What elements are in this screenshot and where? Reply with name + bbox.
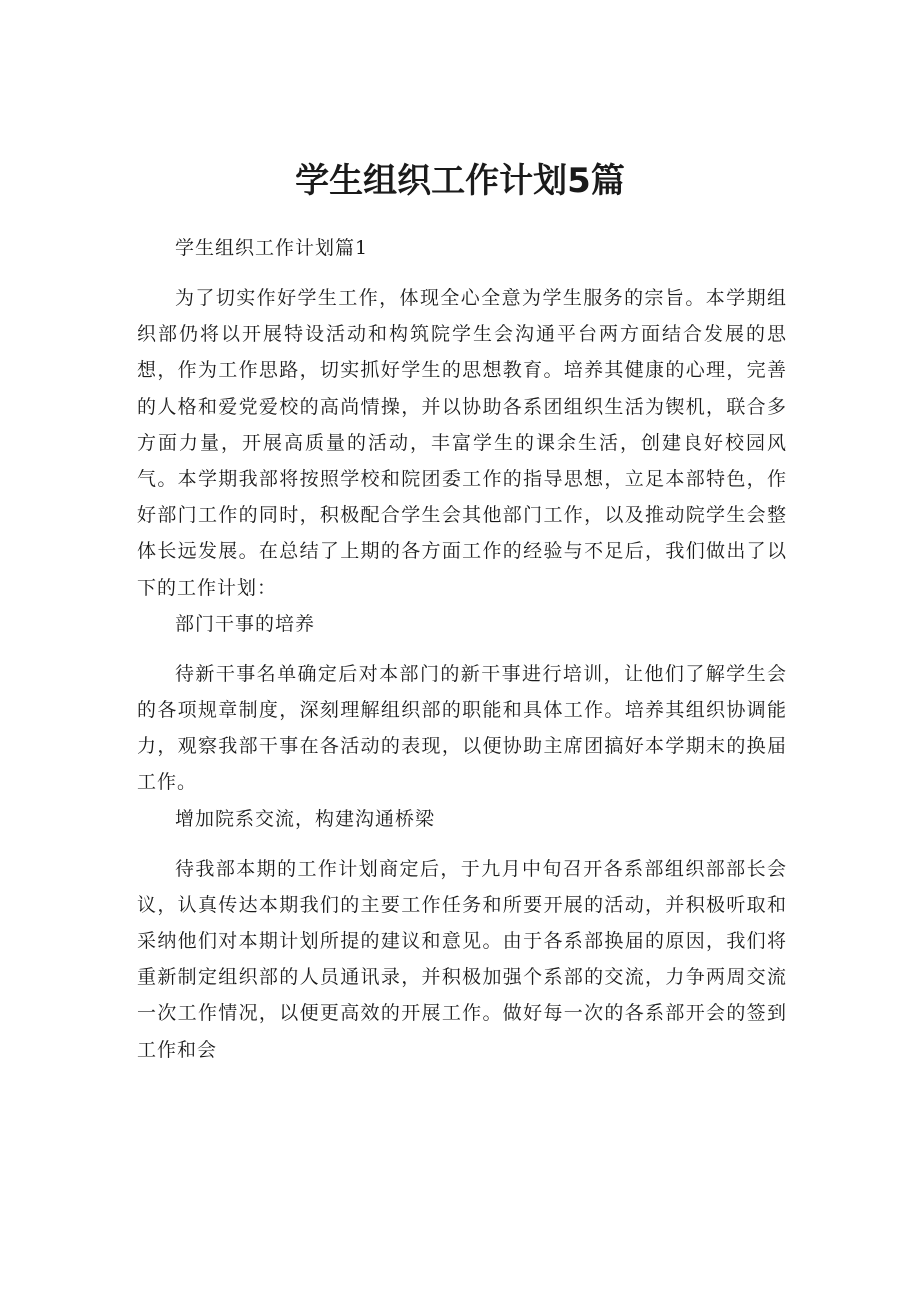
section-heading: 学生组织工作计划篇1: [175, 237, 369, 259]
document-body: [137, 230, 787, 1068]
paragraph-intro: 为了切实作好学生工作，体现全心全意为学生服务的宗旨。本学期组织部仍将以开展特设活动和构筑院学生会沟通平台两方面结合发展的思想，作为工作思路，切实抓好学生的思想教育。培养其健康的心理，完善的人格和爱党爱校的高尚情操，并以协助各系团组织生活为锲机，联合多方面力量，开展高质量的活动，丰富学生的课余生活，创建良好校园风气。本学期我部将按照学校和院团委工作的指导思想，立足本部特色，作好部门工作的同时，积极配合学生会其他部门工作，以及推动院学生会整体长远发展。在总结了上期的各方面工作的经验与不足后，我们做出了以下的工作计划：: [137, 287, 787, 599]
subheading-communication: 增加院系交流，构建沟通桥梁: [175, 807, 436, 830]
subheading-staff-training: 部门干事的培养: [175, 612, 316, 635]
paragraph-staff-training: 待新干事名单确定后对本部门的新干事进行培训，让他们了解学生会的各项规章制度，深刻理解组织部的职能和具体工作。培养其组织协调能力，观察我部干事在各活动的表现，以便协助主席团搞好本学期末的换届工作。: [137, 662, 787, 794]
document-title: 学生组织工作计划5篇: [295, 161, 625, 201]
paragraph-communication: 待我部本期的工作计划商定后，于九月中旬召开各系部组织部部长会议，认真传达本期我们的主要工作任务和所要开展的活动，并积极听取和采纳他们对本期计划所提的建议和意见。由于各系部换届的原因，我们将重新制定组织部的人员通讯录，并积极加强个系部的交流，力争两周交流一次工作情况，以便更高效的开展工作。做好每一次的各系部开会的签到工作和会: [137, 857, 787, 1061]
